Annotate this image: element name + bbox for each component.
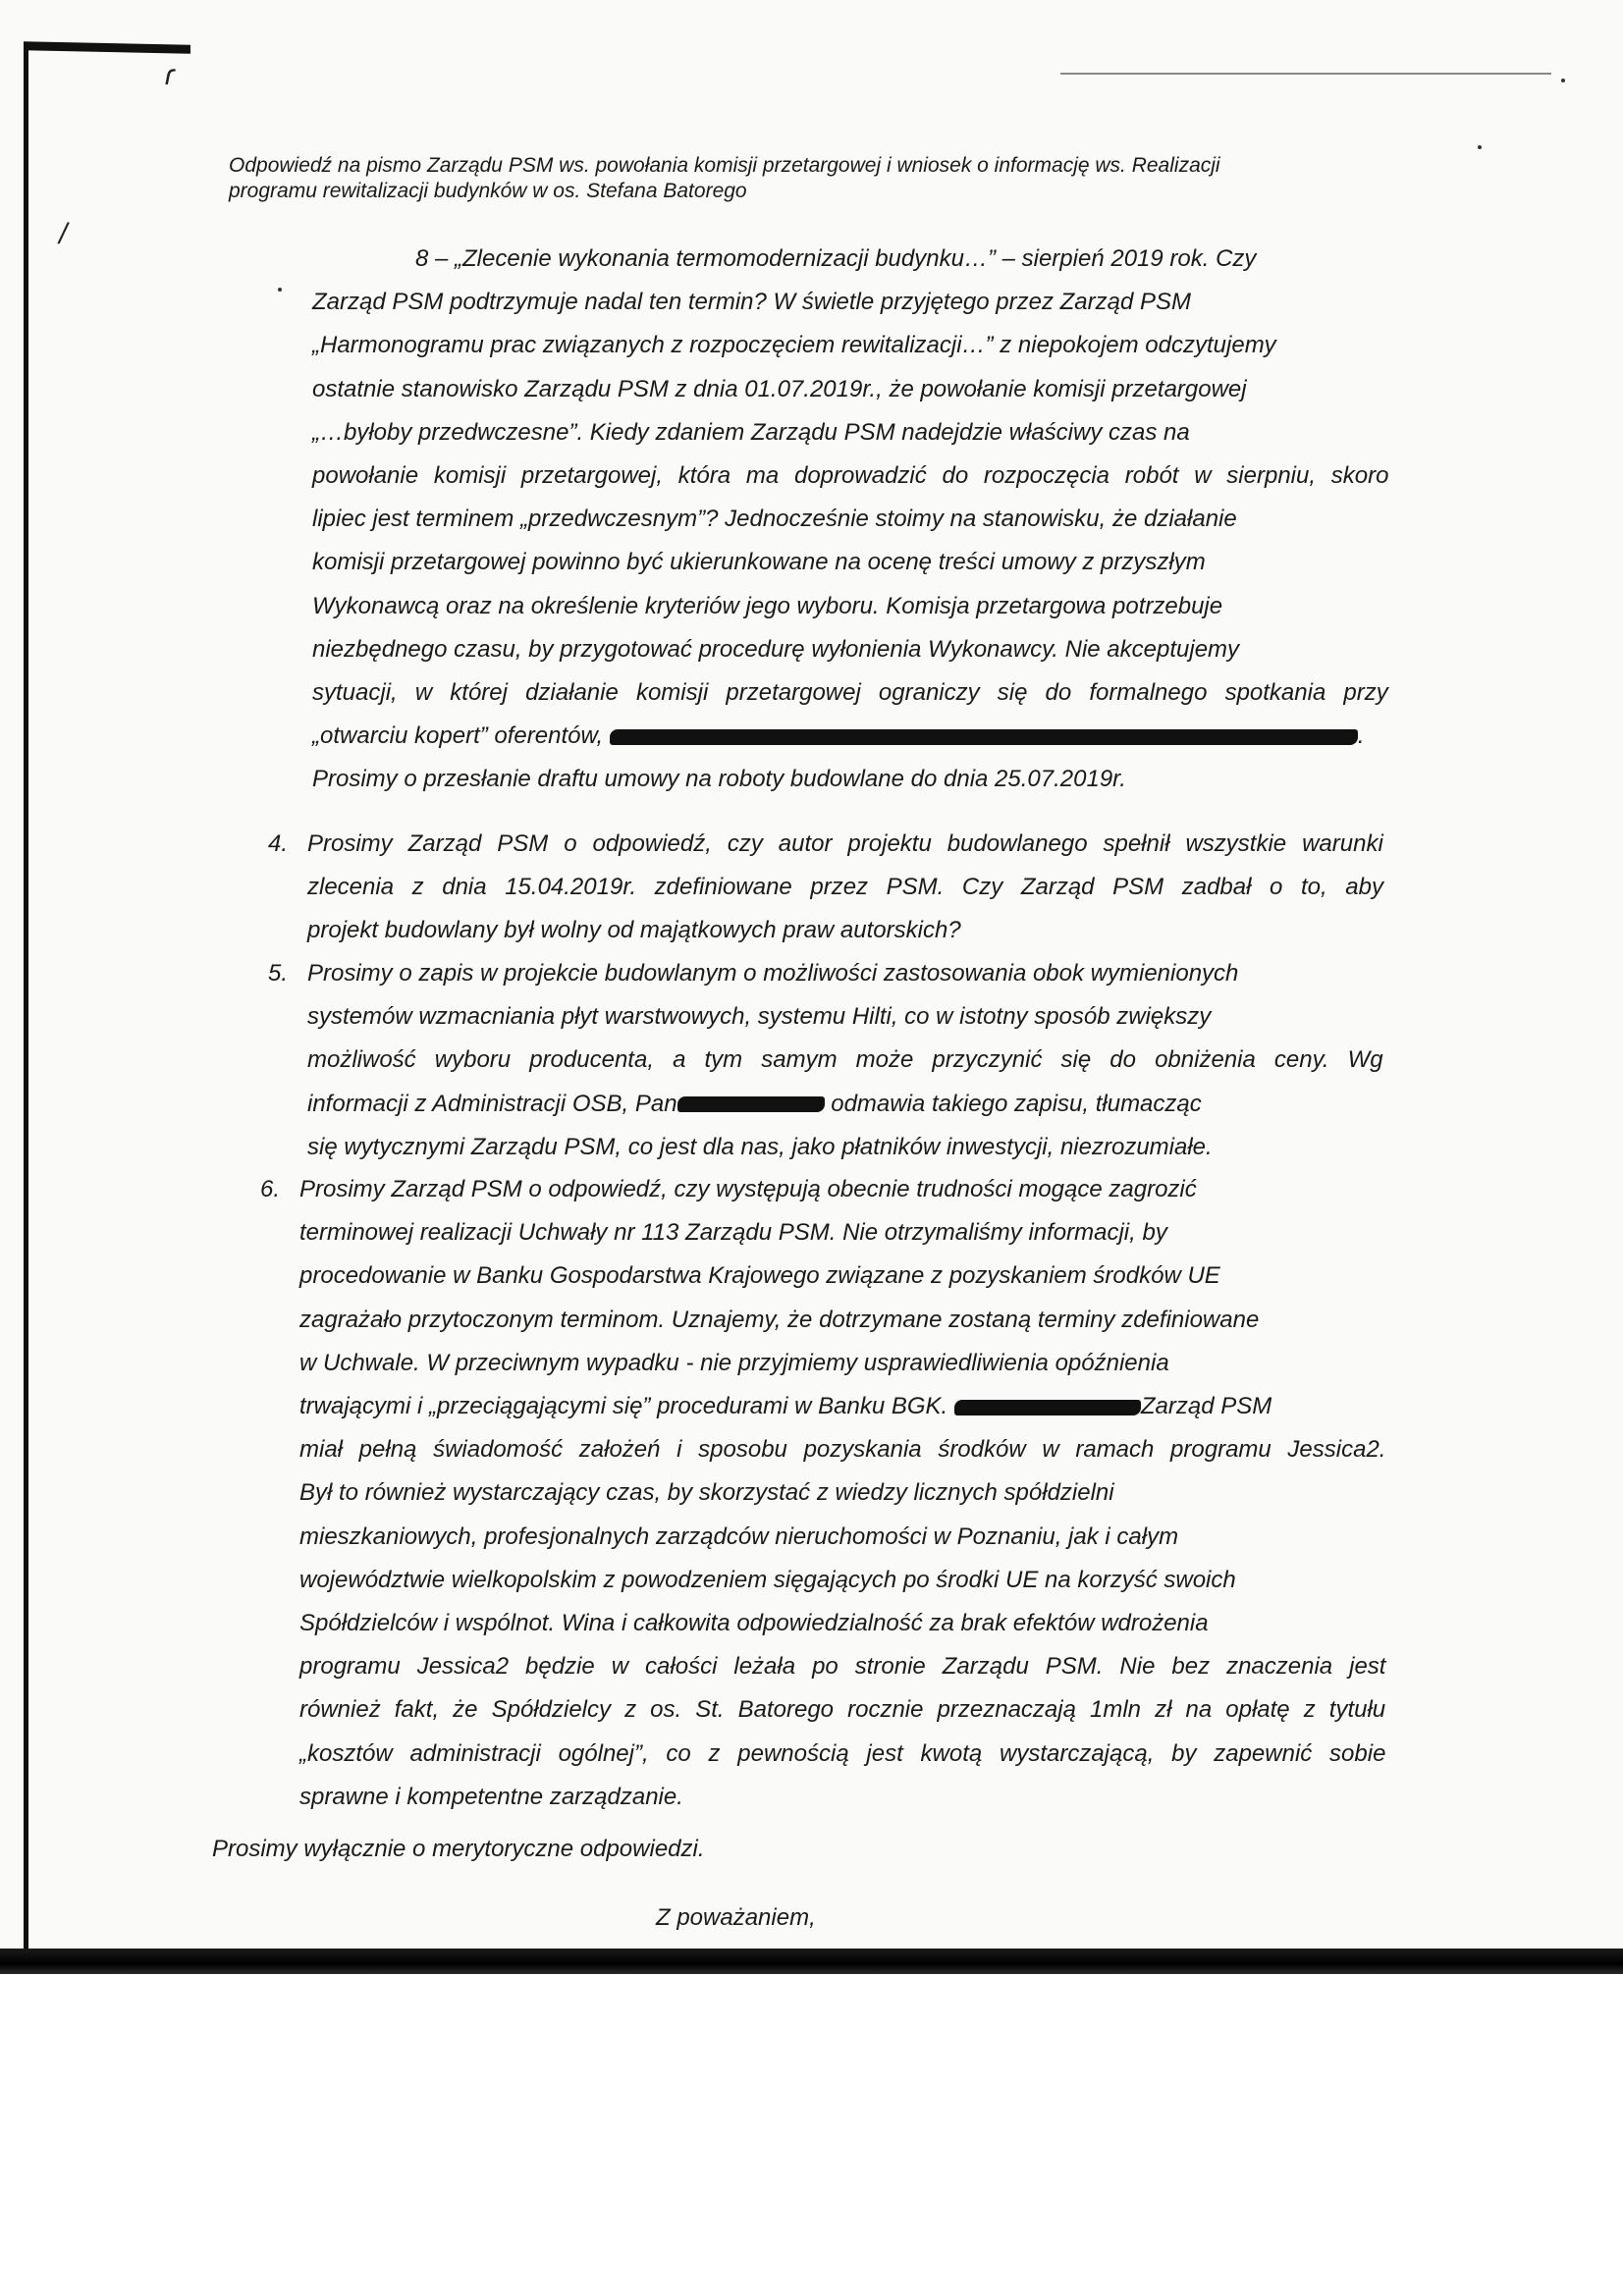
text-line: „…byłoby przedwczesne”. Kiedy zdaniem Zarządu PSM nadejdzie właściwy czas na: [312, 418, 1190, 446]
text-fragment: odmawia takiego zapisu, tłumacząc: [831, 1090, 1202, 1117]
list-number: 5.: [268, 960, 289, 987]
text-line: 8 – „Zlecenie wykonania termomodernizacji budynku…” – sierpień 2019 rok. Czy: [415, 245, 1257, 272]
text-line: komisji przetargowej powinno być ukierunkowane na ocenę treści umowy z przyszłym: [312, 549, 1206, 576]
text-line: możliwość wyboru producenta, a tym samym może przyczynić się do obniżenia ceny. Wg: [307, 1046, 1383, 1074]
redaction-mark: [677, 1096, 825, 1112]
text-line: się wytycznymi Zarządu PSM, co jest dla nas, jako płatników inwestycji, niezrozumiałe.: [307, 1133, 1213, 1160]
text-line: Prosimy o zapis w projekcie budowlanym o możliwości zastosowania obok wymienionych: [307, 960, 1239, 987]
speck: [1561, 79, 1565, 82]
text-line: systemów wzmacniania płyt warstwowych, systemu Hilti, co w istotny sposób zwiększy: [307, 1003, 1212, 1031]
text-fragment: .: [1357, 722, 1365, 750]
text-line: niezbędnego czasu, by przygotować procedurę wyłonienia Wykonawcy. Nie akceptujemy: [312, 635, 1240, 663]
text-line: sytuacji, w której działanie komisji przetargowej ograniczy się do formalnego spotkania przy: [312, 679, 1388, 707]
text-fragment: „otwarciu kopert” oferentów,: [312, 722, 604, 750]
list-number: 4.: [268, 830, 289, 857]
scan-edge-top-right: [1060, 73, 1551, 75]
text-line-redacted: [307, 1083, 1383, 1126]
text-line-redacted: [299, 1385, 1385, 1428]
text-line: terminowej realizacji Uchwały nr 113 Zarządu PSM. Nie otrzymaliśmy informacji, by: [299, 1219, 1167, 1247]
text-line: zlecenia z dnia 15.04.2019r. zdefiniowane przez PSM. Czy Zarząd PSM zadbał o to, aby: [307, 874, 1383, 901]
text-line: w Uchwale. W przeciwnym wypadku - nie przyjmiemy usprawiedliwienia opóźnienia: [299, 1349, 1169, 1376]
scanner-fold-band: [0, 1949, 1623, 1974]
speck: [1478, 145, 1482, 149]
text-line: zagrażało przytoczonym terminom. Uznajemy, że dotrzymane zostaną terminy zdefiniowane: [299, 1306, 1260, 1333]
list-item-5: [268, 952, 1383, 1169]
item-continued: [312, 238, 1388, 802]
redaction-mark: [610, 729, 1358, 745]
redaction-mark: [954, 1400, 1141, 1415]
text-line: programu Jessica2 będzie w całości leżała po stronie Zarządu PSM. Nie bez znaczenia jest: [299, 1653, 1386, 1681]
text-line: Prosimy Zarząd PSM o odpowiedź, czy występują obecnie trudności mogące zagrozić: [299, 1176, 1197, 1202]
text-fragment: informacji z Administracji OSB, Pan: [307, 1090, 677, 1117]
text-line: Wykonawcą oraz na określenie kryteriów jego wyboru. Komisja przetargowa potrzebuje: [312, 592, 1223, 619]
list-item-4: [268, 823, 1383, 953]
text-fragment: Zarząd PSM: [1140, 1393, 1272, 1420]
letter-header: [229, 153, 1407, 204]
text-line: projekt budowlany był wolny od majątkowych praw autorskich?: [307, 917, 961, 944]
speck: [278, 288, 282, 292]
pen-mark: ɾ: [165, 59, 175, 91]
text-line: sprawne i kompetentne zarządzanie.: [299, 1783, 683, 1810]
text-fragment: trwającymi i „przeciągającymi się” procedurami w Banku BGK.: [299, 1393, 948, 1420]
pen-mark: /: [59, 218, 68, 250]
scan-edge-left: [24, 49, 28, 1963]
text-line: województwie wielkopolskim z powodzeniem sięgających po środki UE na korzyść swoich: [299, 1566, 1236, 1593]
closing-request: Prosimy wyłącznie o merytoryczne odpowiedzi.: [212, 1836, 705, 1862]
text-line: „Harmonogramu prac związanych z rozpoczęciem rewitalizacji…” z niepokojem odczytujemy: [312, 332, 1276, 359]
header-line: Odpowiedź na pismo Zarządu PSM ws. powołania komisji przetargowej i wniosek o informację ws. Realizacji: [229, 154, 1220, 177]
text-line: Prosimy o przesłanie draftu umowy na roboty budowlane do dnia 25.07.2019r.: [312, 766, 1126, 793]
text-line: Zarząd PSM podtrzymuje nadal ten termin? W świetle przyjętego przez Zarząd PSM: [312, 289, 1192, 316]
list-item-6: [260, 1168, 1386, 1819]
text-line: mieszkaniowych, profesjonalnych zarządców nieruchomości w Poznaniu, jak i całym: [299, 1522, 1179, 1550]
text-line: również fakt, że Spółdzielcy z os. St. Batorego rocznie przeznaczają 1mln zł na opłatę z tytułu: [299, 1696, 1386, 1724]
text-line: Spółdzielców i wspólnot. Wina i całkowita odpowiedzialność za brak efektów wdrożenia: [299, 1610, 1209, 1637]
text-line: Był to również wystarczający czas, by skorzystać z wiedzy licznych spółdzielni: [299, 1479, 1114, 1507]
text-line-redacted: [312, 715, 1388, 758]
header-line: programu rewitalizacji budynków w os. Stefana Batorego: [229, 180, 747, 202]
text-line: ostatnie stanowisko Zarządu PSM z dnia 01.07.2019r., że powołanie komisji przetargowej: [312, 375, 1247, 402]
signoff: Z poważaniem,: [656, 1904, 816, 1931]
blank-area: [0, 1974, 1623, 2296]
text-line: miał pełną świadomość założeń i sposobu pozyskania środków w ramach programu Jessica2.: [299, 1436, 1386, 1464]
text-line: procedowanie w Banku Gospodarstwa Krajowego związane z pozyskaniem środków UE: [299, 1262, 1220, 1290]
list-number: 6.: [260, 1176, 281, 1202]
text-line: „kosztów administracji ogólnej”, co z pewnością jest kwotą wystarczającą, by zapewnić sobie: [299, 1739, 1386, 1767]
text-line: Prosimy Zarząd PSM o odpowiedź, czy autor projektu budowlanego spełnił wszystkie warunki: [307, 830, 1383, 857]
text-line: powołanie komisji przetargowej, która ma doprowadzić do rozpoczęcia robót w sierpniu, skoro: [312, 462, 1389, 490]
scan-edge-top: [24, 41, 190, 54]
text-line: lipiec jest terminem „przedwczesnym”? Jednocześnie stoimy na stanowisku, że działanie: [312, 506, 1237, 533]
